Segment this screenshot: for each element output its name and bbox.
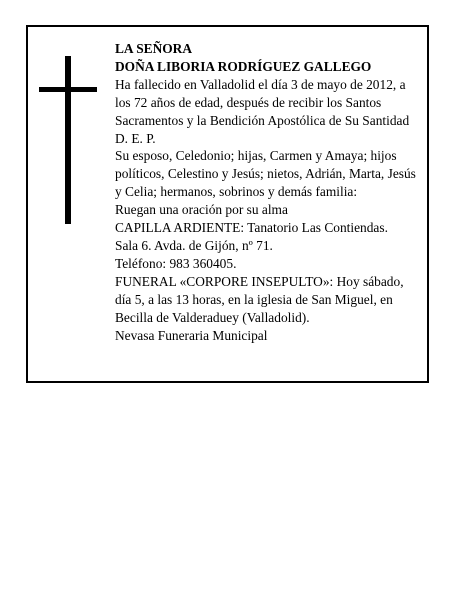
cross-vertical-bar (65, 56, 71, 224)
prayer-request: Ruegan una oración por su alma (115, 202, 288, 218)
chapel-line-2: Sala 6. Avda. de Gijón, nº 71. (115, 237, 273, 253)
deceased-name: DOÑA LIBORIA RODRÍGUEZ GALLEGO (115, 58, 372, 74)
family-list: Su esposo, Celedonio; hijas, Carmen y Amaya; hijos políticos, Celestino y Jesús; nietos, Adrián, Marta, Jesús y Celia; hermanos, sobrinos y demás familia: (115, 148, 416, 200)
notice-heading: LA SEÑORA (115, 41, 193, 56)
phone-number: Teléfono: 983 360405. (115, 255, 237, 271)
funeral-home: Nevasa Funeraria Municipal (115, 327, 268, 343)
obituary-notice (26, 25, 429, 383)
dep-text: D. E. P. (115, 130, 156, 146)
notice-text-block (115, 40, 421, 344)
cross-horizontal-bar (39, 87, 97, 92)
funeral-details: FUNERAL «CORPORE INSEPULTO»: Hoy sábado, día 5, a las 13 horas, en la iglesia de San Miguel, en Becilla de Valderaduey (Valladolid). (115, 273, 404, 325)
cross-icon (39, 56, 97, 224)
chapel-line-1: CAPILLA ARDIENTE: Tanatorio Las Contiendas. (115, 220, 388, 236)
death-announcement: Ha fallecido en Valladolid el día 3 de mayo de 2012, a los 72 años de edad, después de recibir los Santos Sacramentos y la Bendición Apostólica de Su Santidad (115, 76, 410, 128)
